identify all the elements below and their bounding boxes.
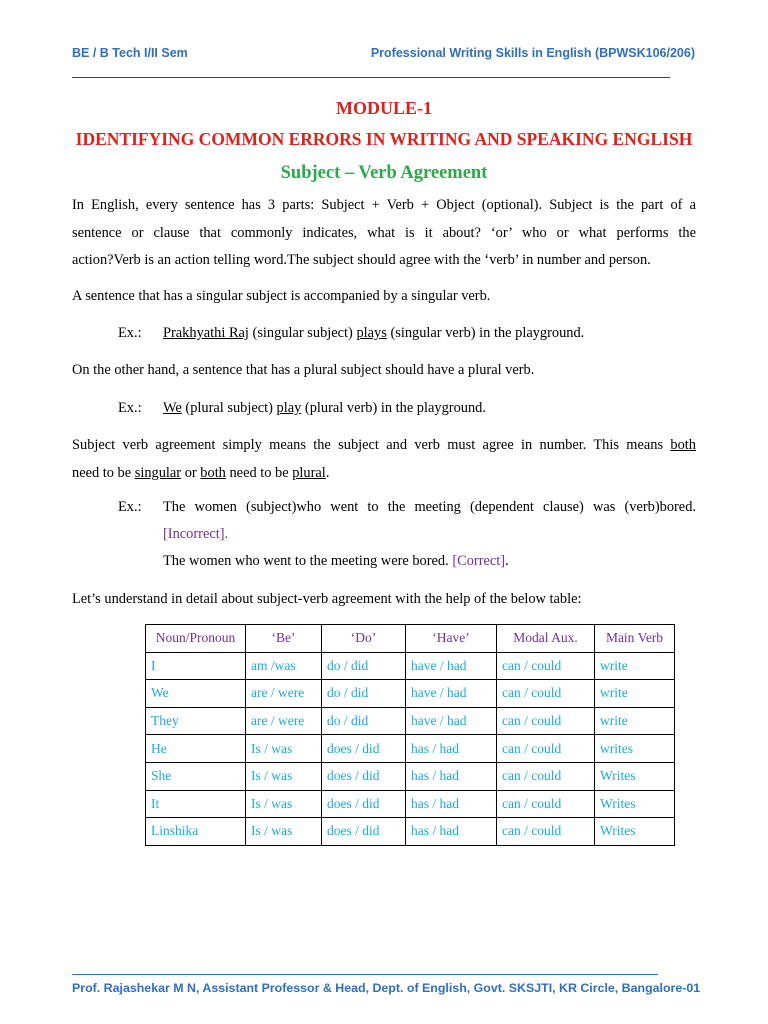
subject-verb-table [145, 624, 675, 846]
cell-pronoun: Linshika [146, 818, 246, 846]
header-have: ‘Have’ [406, 625, 497, 653]
cell-be: am /was [246, 652, 322, 680]
header-do: ‘Do’ [322, 625, 406, 653]
cell-be: are / were [246, 707, 322, 735]
agreement-both-2: both [200, 464, 226, 481]
cell-modal: can / could [497, 735, 595, 763]
chapter-title: IDENTIFYING COMMON ERRORS IN WRITING AND SPEAKING ENGLISH [75, 129, 693, 149]
example-3-label: Ex.: [118, 499, 142, 515]
cell-pronoun: She [146, 762, 246, 790]
cell-do: does / did [322, 790, 406, 818]
intro-line-3: action?Verb is an action telling word.The subject should agree with the ‘verb’ in number and person. [72, 252, 651, 268]
table-row [146, 818, 675, 846]
example-2-rest: (plural verb) in the playground. [301, 400, 486, 416]
table-header-row [146, 625, 675, 653]
cell-pronoun: We [146, 680, 246, 708]
cell-do: does / did [322, 818, 406, 846]
agreement-both-1: both [670, 437, 696, 453]
cell-be: Is / was [246, 818, 322, 846]
table-row [146, 652, 675, 680]
plural-paragraph: On the other hand, a sentence that has a plural subject should have a plural verb. [72, 362, 535, 378]
header-course: BE / B Tech I/II Sem [72, 46, 188, 60]
cell-main-verb: Writes [595, 762, 675, 790]
cell-main-verb: write [595, 680, 675, 708]
section-subtitle: Subject – Verb Agreement [280, 163, 488, 183]
header-main-verb: Main Verb [595, 625, 675, 653]
table-row [146, 707, 675, 735]
example-3-incorrect-sentence: The women (subject)who went to the meeting (dependent clause) was (verb)bored. [163, 499, 696, 515]
agreement-need-2: need to be [225, 464, 293, 481]
cell-main-verb: write [595, 707, 675, 735]
cell-modal: can / could [497, 762, 595, 790]
intro-paragraph [72, 192, 696, 275]
module-heading: MODULE-1 [336, 98, 432, 118]
example-3-correct-end: . [505, 553, 509, 569]
cell-have: have / had [406, 680, 497, 708]
table-row [146, 762, 675, 790]
agreement-paragraph [72, 432, 696, 487]
cell-main-verb: Writes [595, 818, 675, 846]
header-be: ‘Be’ [246, 625, 322, 653]
example-1 [163, 320, 696, 347]
example-1-rest: (singular verb) in the playground. [386, 325, 585, 341]
example-1-label: Ex.: [118, 325, 142, 341]
header-noun-pronoun: Noun/Pronoun [146, 625, 246, 653]
cell-main-verb: write [595, 652, 675, 680]
cell-pronoun: He [146, 735, 246, 763]
example-3 [163, 494, 696, 575]
cell-have: have / had [406, 707, 497, 735]
cell-do: do / did [322, 652, 406, 680]
cell-do: do / did [322, 680, 406, 708]
agreement-line-2 [72, 460, 696, 488]
cell-modal: can / could [497, 707, 595, 735]
agreement-or: or [181, 464, 201, 481]
cell-pronoun: It [146, 790, 246, 818]
agreement-singular: singular [134, 464, 182, 481]
example-2-label: Ex.: [118, 400, 142, 416]
cell-be: are / were [246, 680, 322, 708]
cell-do: does / did [322, 762, 406, 790]
example-1-subject-note: (singular subject) [248, 325, 357, 341]
intro-line-2: sentence or clause that commonly indicates, what is it about? ‘or’ who or what performs the [72, 224, 696, 241]
example-3-correct-line [163, 548, 696, 575]
example-2 [163, 395, 696, 422]
header-modal-aux: Modal Aux. [497, 625, 595, 653]
agreement-plural: plural [292, 464, 326, 481]
example-2-subject: We [163, 400, 182, 416]
example-3-correct-sentence: The women who went to the meeting were bored. [163, 553, 453, 569]
header-subject: Professional Writing Skills in English (BPWSK106/206) [370, 46, 695, 60]
cell-do: do / did [322, 707, 406, 735]
singular-paragraph: A sentence that has a singular subject is accompanied by a singular verb. [72, 288, 491, 304]
agreement-need-1: need to be [72, 464, 135, 481]
cell-have: has / had [406, 790, 497, 818]
example-2-subject-note: (plural subject) [181, 400, 277, 416]
agreement-line-1 [72, 432, 696, 460]
cell-modal: can / could [497, 680, 595, 708]
cell-have: has / had [406, 762, 497, 790]
intro-line-1: In English, every sentence has 3 parts: Subject + Verb + Object (optional). Subject is the part of a [72, 197, 696, 213]
example-2-verb: play [276, 400, 302, 416]
table-intro: Let’s understand in detail about subject-verb agreement with the help of the below table: [72, 591, 582, 607]
example-1-verb: plays [356, 325, 387, 341]
table-row [146, 680, 675, 708]
cell-main-verb: Writes [595, 790, 675, 818]
agreement-end: . [325, 464, 330, 481]
cell-have: have / had [406, 652, 497, 680]
example-1-subject: Prakhyathi Raj [163, 325, 249, 341]
cell-have: has / had [406, 818, 497, 846]
cell-pronoun: I [146, 652, 246, 680]
cell-have: has / had [406, 735, 497, 763]
cell-do: does / did [322, 735, 406, 763]
example-3-incorrect-tag: [Incorrect]. [163, 526, 229, 542]
cell-be: Is / was [246, 790, 322, 818]
table-row [146, 735, 675, 763]
cell-main-verb: writes [595, 735, 675, 763]
table-row [146, 790, 675, 818]
cell-modal: can / could [497, 790, 595, 818]
cell-be: Is / was [246, 762, 322, 790]
cell-be: Is / was [246, 735, 322, 763]
footer-divider [72, 974, 658, 975]
header-divider [72, 77, 670, 78]
example-3-correct-tag: [Correct] [452, 553, 506, 569]
cell-pronoun: They [146, 707, 246, 735]
cell-modal: can / could [497, 652, 595, 680]
footer-author: Prof. Rajashekar M N, Assistant Professor & Head, Dept. of English, Govt. SKSJTI, KR Circle, Bangalore-01 [72, 981, 701, 995]
agreement-line-1-text: Subject verb agreement simply means the subject and verb must agree in number. This means [72, 437, 671, 453]
cell-modal: can / could [497, 818, 595, 846]
